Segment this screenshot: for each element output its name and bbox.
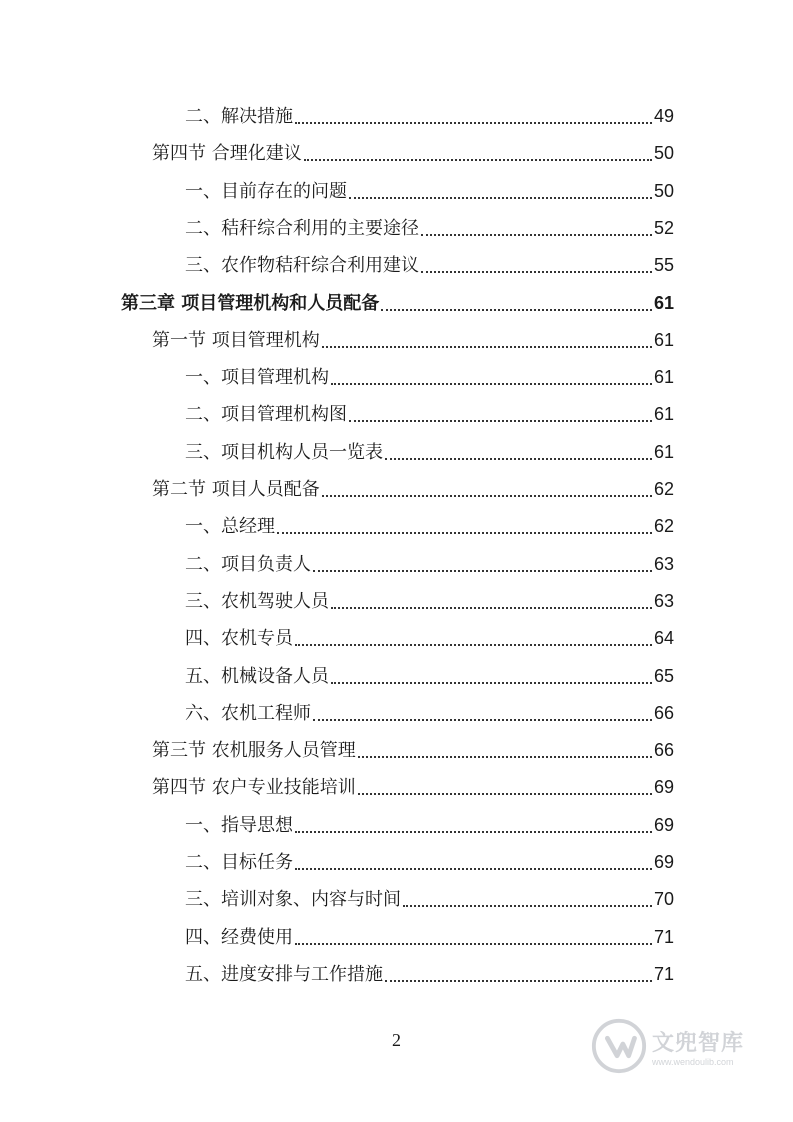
toc-dot-leader <box>277 532 652 534</box>
toc-entry-page: 50 <box>653 143 674 164</box>
toc-dot-leader <box>304 159 652 161</box>
toc-entry-page: 62 <box>653 479 674 499</box>
toc-entry[interactable] <box>185 549 674 579</box>
toc-entry-label: 二、解决措施 <box>185 106 293 127</box>
toc-entry-page: 71 <box>653 926 674 947</box>
toc-entry[interactable] <box>152 325 674 355</box>
toc-entry-label: 第一节 项目管理机构 <box>152 329 320 351</box>
toc-entry[interactable] <box>185 437 674 467</box>
toc-entry-label: 三、培训对象、内容与时间 <box>185 889 401 911</box>
toc-dot-leader <box>313 570 652 572</box>
toc-entry[interactable] <box>185 213 674 243</box>
toc-entry[interactable] <box>152 474 674 504</box>
toc-entry-label: 五、进度安排与工作措施 <box>185 963 383 985</box>
toc-entry-page: 62 <box>653 516 674 537</box>
toc-entry-page: 66 <box>653 740 674 761</box>
toc-entry[interactable] <box>121 288 674 318</box>
toc-entry-page: 61 <box>653 292 674 313</box>
toc-entry-page: 61 <box>653 329 674 350</box>
toc-entry-label: 第四节 合理化建议 <box>152 143 302 165</box>
toc-entry-page: 61 <box>653 441 674 462</box>
toc-entry[interactable] <box>185 101 674 131</box>
toc-entry[interactable] <box>185 399 674 429</box>
toc-dot-leader <box>295 943 652 945</box>
toc-entry-label: 五、机械设备人员 <box>185 665 329 687</box>
toc-entry[interactable] <box>185 623 674 653</box>
toc-entry-label: 第三节 农机服务人员管理 <box>152 740 356 762</box>
watermark <box>590 1016 780 1076</box>
toc-entry-label: 第四节 农户专业技能培训 <box>152 777 356 799</box>
toc-entry[interactable] <box>185 362 674 392</box>
toc-entry[interactable] <box>185 661 674 691</box>
toc-entry-page: 69 <box>653 814 674 835</box>
toc-dot-leader <box>385 980 652 982</box>
toc-dot-leader <box>313 719 652 721</box>
toc-dot-leader <box>381 309 652 311</box>
toc-entry-page: 63 <box>653 553 674 574</box>
toc-entry-label: 三、项目机构人员一览表 <box>185 441 383 463</box>
toc-entry-page: 63 <box>653 590 674 611</box>
toc-entry-page: 66 <box>653 702 674 723</box>
toc-entry-label: 第三章 项目管理机构和人员配备 <box>121 292 380 314</box>
toc-entry-page: 55 <box>653 255 674 276</box>
toc-dot-leader <box>295 644 652 646</box>
toc-entry[interactable] <box>185 884 674 914</box>
toc-dot-leader <box>349 420 652 422</box>
watermark-logo-icon <box>590 1017 648 1075</box>
toc-entry-page: 69 <box>653 777 674 798</box>
watermark-url: www.wendoulib.com <box>652 1056 734 1067</box>
toc-dot-leader <box>295 122 652 124</box>
toc-entry[interactable] <box>185 176 674 206</box>
toc-entry-label: 一、目前存在的问题 <box>185 180 347 202</box>
toc-entry-page: 49 <box>653 106 674 126</box>
toc-dot-leader <box>403 905 652 907</box>
toc-entry-page: 70 <box>653 889 674 910</box>
toc-entry[interactable] <box>185 810 674 840</box>
page-number: 2 <box>392 1030 401 1050</box>
toc-entry-label: 四、经费使用 <box>185 926 293 948</box>
toc-entry[interactable] <box>152 735 674 765</box>
toc-entry[interactable] <box>185 586 674 616</box>
toc-dot-leader <box>322 495 652 497</box>
toc-entry-page: 61 <box>653 404 674 425</box>
toc-entry-page: 64 <box>653 628 674 649</box>
toc-entry[interactable] <box>185 698 674 728</box>
toc-entry-label: 一、指导思想 <box>185 814 293 836</box>
toc-entry-label: 六、农机工程师 <box>185 702 311 724</box>
toc-entry[interactable] <box>185 847 674 877</box>
toc-entry-page: 61 <box>653 367 674 388</box>
toc-dot-leader <box>331 607 652 609</box>
toc-entry-label: 二、目标任务 <box>185 852 293 873</box>
toc-dot-leader <box>331 383 652 385</box>
toc-entry-page: 69 <box>653 852 674 872</box>
toc-entry-label: 三、农机驾驶人员 <box>185 590 329 612</box>
toc-entry-label: 四、农机专员 <box>185 628 293 650</box>
toc-entry-label: 二、秸秆综合利用的主要途径 <box>185 217 419 239</box>
toc-dot-leader <box>295 831 652 833</box>
toc-entry[interactable] <box>152 772 674 802</box>
watermark-name: 文兜智库 <box>652 1030 745 1056</box>
toc-dot-leader <box>385 458 652 460</box>
toc-entry[interactable] <box>185 250 674 280</box>
toc-dot-leader <box>295 868 652 870</box>
toc-entry-page: 65 <box>653 665 674 686</box>
toc-dot-leader <box>349 197 652 199</box>
toc-entry-label: 一、项目管理机构 <box>185 367 329 389</box>
toc-entry-page: 50 <box>653 180 674 201</box>
toc-dot-leader <box>421 234 652 236</box>
toc-dot-leader <box>358 756 652 758</box>
toc-entry-label: 二、项目负责人 <box>185 553 311 575</box>
toc-dot-leader <box>358 793 652 795</box>
toc-entry-label: 一、总经理 <box>185 516 275 538</box>
toc-entry-label: 二、项目管理机构图 <box>185 404 347 426</box>
toc-entry-page: 71 <box>653 963 674 984</box>
toc-entry-label: 三、农作物秸秆综合利用建议 <box>185 255 419 277</box>
toc-entry[interactable] <box>152 138 674 168</box>
toc-entry[interactable] <box>185 959 674 989</box>
toc-entry[interactable] <box>185 511 674 541</box>
toc-entry[interactable] <box>185 922 674 952</box>
toc-dot-leader <box>322 346 652 348</box>
toc-entry-page: 52 <box>653 217 674 238</box>
toc-entry-label: 第二节 项目人员配备 <box>152 479 320 500</box>
toc-dot-leader <box>331 682 652 684</box>
toc-dot-leader <box>421 271 652 273</box>
